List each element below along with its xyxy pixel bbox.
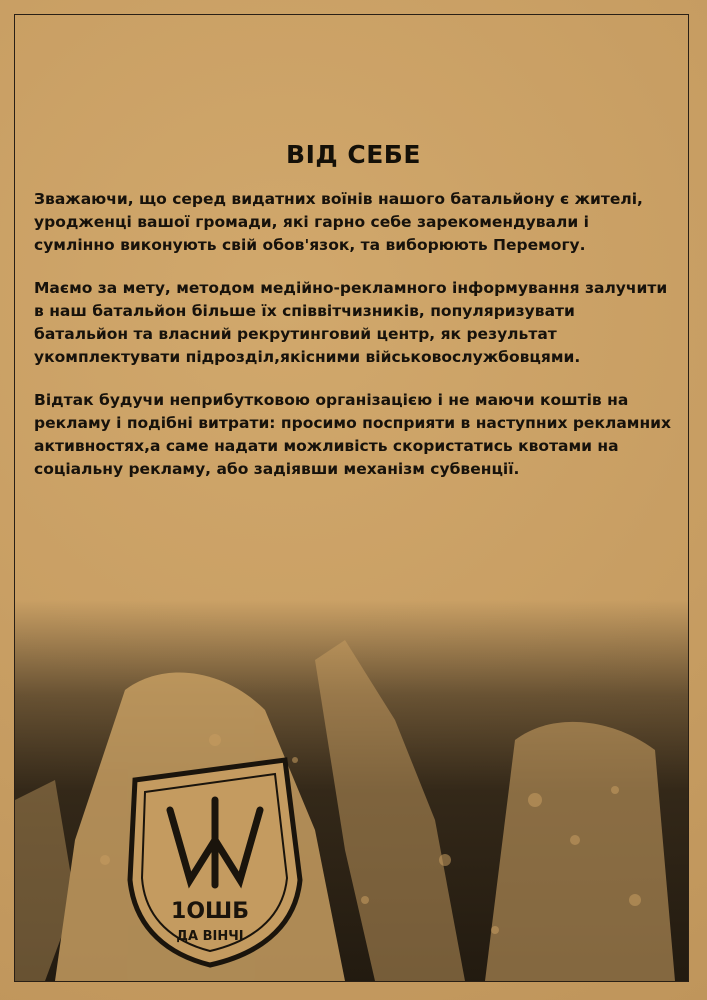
soldier-photo [15, 600, 688, 981]
paragraph-3: Відтак будучи неприбутковою організацією і не маючи коштів на рекламу і подібні витрати: просимо посприяти в наступних рекламних активностях,а саме надати можливість скористатись квотами на соціальну рекламу, або задіявши механізм субвенції. [34, 391, 672, 478]
emblem-unit-label: 1ОШБ [171, 899, 249, 924]
body-text [34, 188, 674, 501]
paragraph-1: Зважаючи, що серед видатних воїнів нашого батальйону є жителі, уродженці вашої громади, які гарно себе зарекомендували і сумлінно виконують свій обов'язок, та виборюють Перемогу. [34, 190, 643, 254]
unit-emblem [130, 760, 300, 965]
paragraph-2: Маємо за мету, методом медійно-рекламного інформування залучити в наш батальйон більше їх співвітчизників, популяризувати батальйон та власний рекрутинговий центр, як результат укомплектувати підрозділ,якісними військовослужбовцями. [34, 279, 668, 366]
page-title: ВІД СЕБЕ [286, 140, 421, 169]
emblem-name-label: ДА ВІНЧІ [176, 929, 244, 944]
